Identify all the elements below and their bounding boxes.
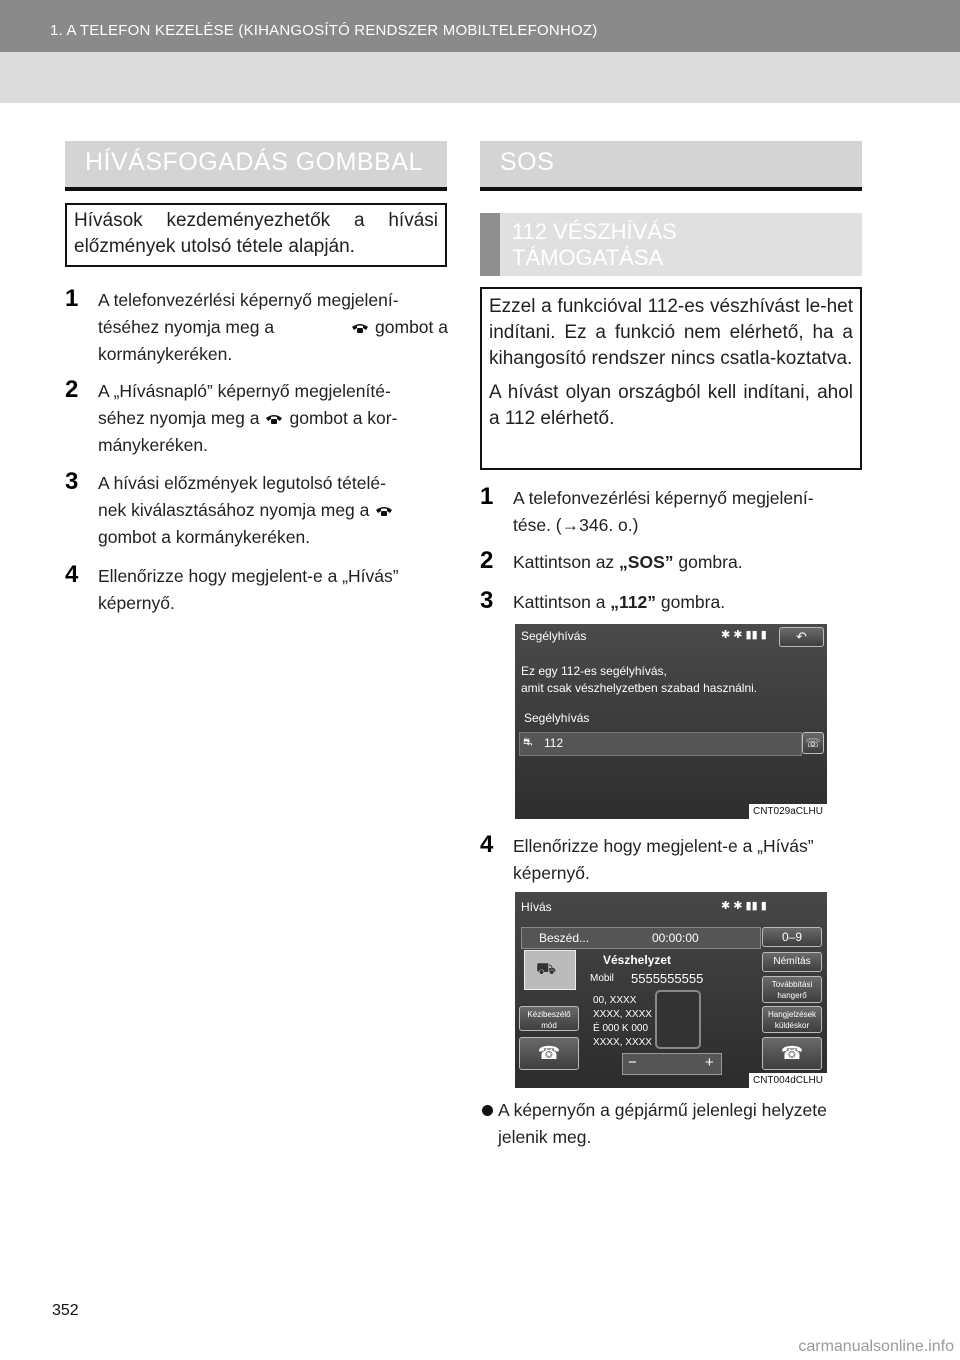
address-line: 00, XXXX	[593, 995, 637, 1006]
contact-image	[524, 950, 576, 990]
status-icons: ✱ ✱ ▮▮ ▮	[721, 900, 767, 912]
screenshot-call	[515, 892, 827, 1088]
address-line: XXXX, XXXX	[593, 1009, 652, 1020]
call-status-bar	[521, 927, 761, 949]
image-code: CNT004dCLHU	[749, 1073, 827, 1088]
button-label: Továbbítási	[771, 980, 813, 989]
intro-box	[65, 203, 447, 267]
button-label: küldéskor	[774, 1021, 810, 1030]
step-line: A telefonvezérlési képernyő megjelení-	[513, 488, 814, 508]
back-button[interactable]: ↶	[779, 627, 824, 647]
step-text: gombra.	[673, 552, 743, 572]
volume-down-button[interactable]: −	[628, 1054, 637, 1071]
step-line: Ellenőrizze hogy megjelent-e a „Hívás”	[98, 566, 399, 586]
phone-icon	[375, 505, 393, 517]
message-line: amit csak vészhelyzetben szabad használni.	[521, 681, 758, 695]
step-line: kormánykeréken.	[98, 344, 233, 364]
call-status: Beszéd...	[539, 931, 590, 945]
phone-graphic	[655, 990, 701, 1049]
step-line: téséhez nyomja meg a	[98, 317, 275, 337]
subheading-112	[480, 213, 862, 276]
bullet-line: A képernyőn a gépjármű jelenlegi helyzete	[498, 1100, 827, 1120]
section-heading-right	[480, 141, 862, 191]
address-line: XXXX, XXXX	[593, 1037, 652, 1048]
subheading-line: TÁMOGATÁSA	[512, 245, 664, 270]
left-step-3	[65, 470, 450, 550]
screen-title: Hívás	[521, 900, 552, 914]
volume-up-button[interactable]: +	[705, 1054, 714, 1071]
call-timer: 00:00:00	[652, 931, 699, 945]
ambulance-icon: ⛟	[536, 961, 557, 978]
step-number: 1	[480, 483, 494, 510]
step-number: 4	[480, 831, 494, 858]
screenshot-sos-call	[515, 624, 827, 819]
phone-icon	[265, 413, 283, 425]
phone-number: 5555555555	[631, 971, 704, 986]
info-text-1: Ezzel a funkcióval 112-es vészhívást le-het indítani. Ez a funkció nem elérhető, ha a kihangosító rendszer nincs csatla-koztatva.	[489, 296, 853, 369]
subheading-marker	[480, 213, 500, 276]
step-number: 2	[65, 376, 79, 403]
end-call-button[interactable]: ☎	[519, 1037, 579, 1070]
step-number: 1	[65, 285, 79, 312]
right-step-3	[480, 589, 865, 619]
right-step-4	[480, 833, 865, 888]
watermark: carmanualsonline.info	[798, 1338, 954, 1355]
step-bold: „112”	[610, 592, 657, 612]
step-line: A telefonvezérlési képernyő megjelení-	[98, 290, 399, 310]
bullet-line: jelenik meg.	[498, 1127, 592, 1147]
step-number: 2	[480, 547, 494, 574]
message-line: Ez egy 112-es segélyhívás,	[521, 664, 667, 678]
step-line: nek kiválasztásához nyomja meg a	[98, 500, 370, 520]
section-label: Segélyhívás	[524, 711, 590, 725]
left-step-2	[65, 378, 450, 458]
info-box	[480, 287, 862, 470]
button-label: Némítás	[773, 956, 811, 967]
step-line: A „Hívásnapló” képernyő megjeleníté-	[98, 381, 391, 401]
right-step-1	[480, 485, 865, 540]
button-label: hangerő	[777, 991, 807, 1000]
chapter-title: 1. A TELEFON KEZELÉSE (KIHANGOSÍTÓ RENDSZER MOBILTELEFONHOZ)	[50, 22, 598, 39]
step-line: gombot a	[375, 317, 448, 337]
left-step-1	[65, 287, 450, 367]
step-line: Ellenőrizze hogy megjelent-e a „Hívás”	[513, 836, 814, 856]
step-text: Kattintson a	[513, 592, 611, 612]
bullet-note	[482, 1097, 827, 1151]
volume-bar[interactable]	[622, 1053, 722, 1075]
send-tones-button[interactable]	[762, 1006, 822, 1033]
info-text-2: A hívást olyan országból kell indítani, ahol a 112 elérhető.	[489, 382, 853, 429]
step-line: tése. (→346. o.)	[513, 515, 639, 535]
image-code: CNT029aCLHU	[749, 804, 827, 819]
hangup-button[interactable]: ☎	[762, 1037, 822, 1070]
transmit-volume-button[interactable]	[762, 976, 822, 1003]
phone-icon	[351, 322, 369, 334]
left-step-4	[65, 563, 450, 623]
keypad-button[interactable]	[762, 927, 822, 947]
page-number: 352	[52, 1302, 79, 1319]
bullet-icon	[482, 1105, 493, 1116]
phone-label: Mobil	[590, 973, 614, 984]
step-line: séhez nyomja meg a	[98, 408, 260, 428]
emergency-row[interactable]	[519, 732, 802, 756]
step-number: 3	[480, 587, 494, 614]
section-heading-right-text: SOS	[500, 148, 555, 176]
intro-text: Hívások kezdeményezhetők a hívási előzmények utolsó tétele alapján.	[74, 210, 438, 257]
car-icon: ⛐	[523, 736, 533, 748]
subheading-line: 112 VÉSZHÍVÁS	[512, 219, 677, 244]
step-text: Kattintson az	[513, 552, 620, 572]
handset-mode-button[interactable]	[519, 1006, 579, 1031]
step-line: képernyő.	[513, 863, 590, 883]
step-line: mánykeréken.	[98, 435, 208, 455]
button-label: Kézibeszélő	[527, 1010, 571, 1019]
step-line: gombot a kormánykeréken.	[98, 527, 311, 547]
button-label: Hangjelzések	[767, 1010, 817, 1019]
address-line: É 000 K 000	[593, 1023, 649, 1034]
mute-button[interactable]	[762, 952, 822, 972]
step-line: képernyő.	[98, 593, 175, 613]
screen-title: Segélyhívás	[521, 629, 587, 643]
step-bold: „SOS”	[619, 552, 674, 572]
right-step-2	[480, 549, 865, 579]
button-label: 0–9	[781, 930, 803, 944]
button-label: mód	[541, 1021, 557, 1030]
chapter-bar	[0, 0, 960, 52]
section-heading-left-text: HÍVÁSFOGADÁS GOMBBAL	[85, 148, 423, 176]
step-text: gombra.	[656, 592, 726, 612]
contact-name: Vészhelyzet	[603, 953, 672, 967]
call-button[interactable]: ☏	[802, 732, 824, 754]
step-number: 3	[65, 468, 79, 495]
step-line: A hívási előzmények legutolsó tételé-	[98, 473, 386, 493]
step-number: 4	[65, 561, 79, 588]
status-icons: ✱ ✱ ▮▮ ▮	[721, 629, 767, 641]
section-heading-left	[65, 141, 447, 191]
step-line: gombot a kor-	[289, 408, 398, 428]
emergency-number: 112	[544, 736, 564, 750]
